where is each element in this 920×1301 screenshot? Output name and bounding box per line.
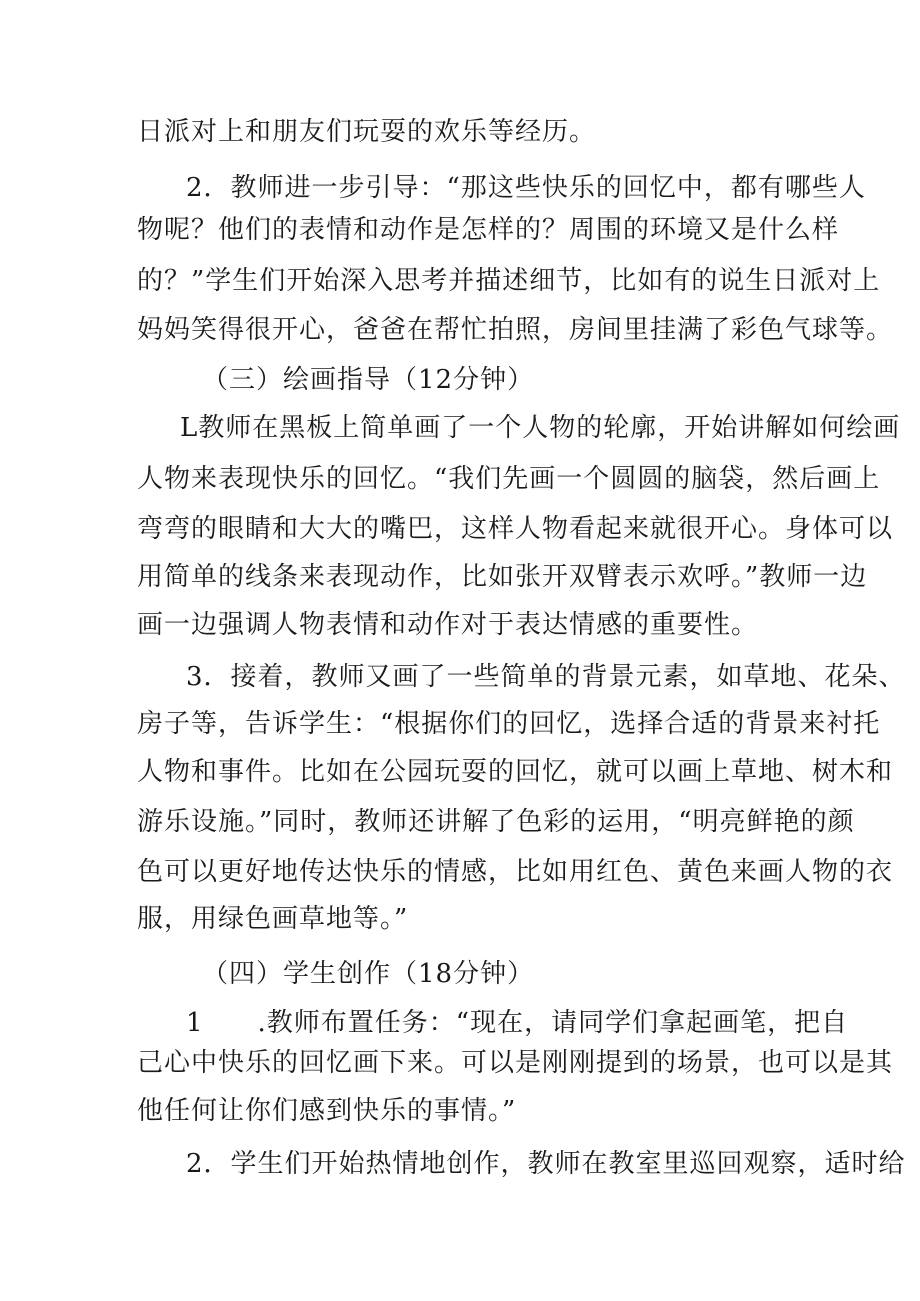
- paragraph-line: 用简单的线条来表现动作，比如张开双臂表示欢呼。”教师一边: [137, 562, 868, 592]
- paragraph-line: 服，用绿色画草地等。”: [137, 904, 409, 934]
- paragraph-line: 己心中快乐的回忆画下来。可以是刚刚提到的场景，也可以是其: [137, 1048, 894, 1078]
- paragraph-line: 1 .教师布置任务：“现在，请同学们拿起画笔，把自: [186, 1008, 849, 1038]
- paragraph-line: 房子等，告诉学生：“根据你们的回忆，选择合适的背景来衬托: [137, 709, 881, 739]
- paragraph-line: L教师在黑板上简单画了一个人物的轮廓，开始讲解如何绘画: [180, 413, 901, 443]
- paragraph-line: 的？”学生们开始深入思考并描述细节，比如有的说生日派对上: [137, 266, 881, 296]
- paragraph-line: 画一边强调人物表情和动作对于表达情感的重要性。: [137, 610, 759, 640]
- paragraph-line: 2．学生们开始热情地创作，教师在教室里巡回观察，适时给: [186, 1149, 906, 1179]
- paragraph-line: 2．教师进一步引导：“那这些快乐的回忆中，都有哪些人: [186, 173, 866, 203]
- section-heading: （四）学生创作（18分钟）: [202, 959, 535, 989]
- paragraph-line: 日派对上和朋友们玩耍的欢乐等经历。: [137, 117, 597, 147]
- paragraph-line: 他任何让你们感到快乐的事情。”: [137, 1096, 517, 1126]
- paragraph-line: 妈妈笑得很开心，爸爸在帮忙拍照，房间里挂满了彩色气球等。: [137, 315, 894, 345]
- paragraph-line: 物呢？他们的表情和动作是怎样的？周围的环境又是什么样: [137, 215, 840, 245]
- paragraph-line: 游乐设施。”同时，教师还讲解了色彩的运用，“明亮鲜艳的颜: [137, 807, 855, 837]
- section-heading: （三）绘画指导（12分钟）: [202, 365, 535, 395]
- paragraph-line: 色可以更好地传达快乐的情感，比如用红色、黄色来画人物的衣: [137, 857, 894, 887]
- paragraph-line: 人物来表现快乐的回忆。“我们先画一个圆圆的脑袋，然后画上: [137, 464, 881, 494]
- paragraph-line: 3．接着，教师又画了一些简单的背景元素，如草地、花朵、: [186, 662, 906, 692]
- paragraph-line: 人物和事件。比如在公园玩耍的回忆，就可以画上草地、树木和: [137, 757, 894, 787]
- paragraph-line: 弯弯的眼睛和大大的嘴巴，这样人物看起来就很开心。身体可以: [137, 514, 894, 544]
